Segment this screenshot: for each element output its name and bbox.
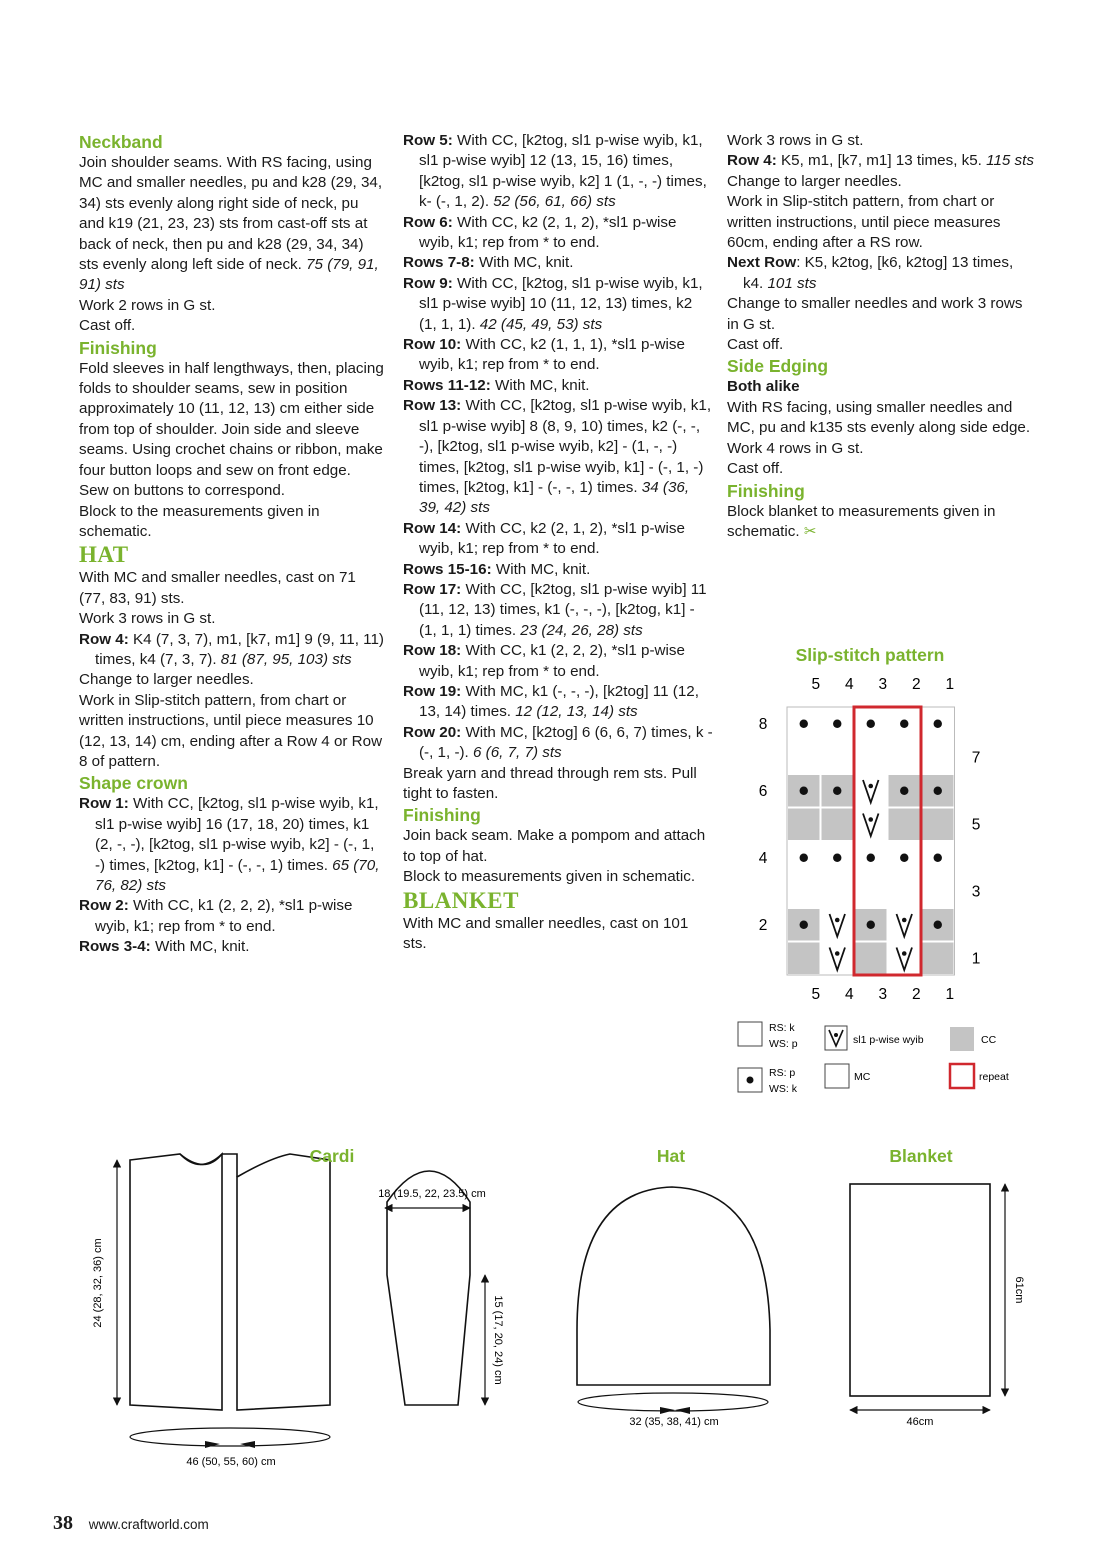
column-middle <box>403 131 713 954</box>
chart-cell <box>787 942 821 976</box>
chart-cell <box>854 875 888 909</box>
instruction-text: Cast off. <box>727 336 784 354</box>
purl-dot-icon <box>900 787 908 795</box>
stitch-count: 81 (87, 95, 103) sts <box>216 650 352 668</box>
paragraph <box>403 826 713 867</box>
instruction-text: : K5, k2tog, [k6, k2tog] 13 times, k4. <box>743 254 1014 292</box>
purl-dot-icon <box>934 921 942 929</box>
chart-row-number-left: 6 <box>758 782 768 800</box>
row-label: Row 20: <box>403 723 462 741</box>
purl-dot-icon <box>900 854 908 862</box>
purl-dot-icon <box>900 720 908 728</box>
paragraph <box>727 131 1037 151</box>
purl-dot-icon <box>867 720 875 728</box>
instruction-text: With MC, [k2tog] 6 (6, 6, 7) times, k - (-, 1, -). <box>419 723 713 762</box>
instruction-text: With CC, k1 (2, 2, 2), *sl1 p-wise wyib, k1; rep from * to end. <box>95 897 353 935</box>
slip-stitch-chart <box>725 640 1055 1100</box>
hat-width-label: 32 (35, 38, 41) cm <box>629 1416 719 1428</box>
legend-repeat-label: repeat <box>979 1071 1009 1083</box>
paragraph <box>79 502 384 543</box>
legend-knit-box <box>738 1022 762 1046</box>
stitch-count: 65 (70, 76, 82) sts <box>95 856 380 894</box>
instruction-row <box>403 580 713 641</box>
row-label: Row 4: <box>727 152 777 170</box>
instruction-row <box>79 630 384 671</box>
chart-cell <box>821 741 855 775</box>
chart-row-number-left: 4 <box>758 849 768 867</box>
slip-stitch-dot <box>835 951 840 956</box>
instruction-text: K4 (7, 3, 7), m1, [k7, m1] 9 (9, 11, 11) times, k4 (7, 3, 7). <box>95 630 384 668</box>
row-label: Rows 15-16: <box>403 560 492 578</box>
chart-legend <box>738 1022 1009 1095</box>
paragraph <box>727 335 1037 355</box>
hat-width-ring <box>578 1393 768 1411</box>
subheading: Both alike <box>727 378 800 396</box>
purl-dot-icon <box>800 854 808 862</box>
paragraph <box>79 691 384 773</box>
paragraph <box>727 172 1037 192</box>
instruction-text: With MC, knit. <box>474 254 574 272</box>
legend-cc-label: CC <box>981 1034 997 1046</box>
section-heading: Shape crown <box>79 773 188 794</box>
cardi-width-ring <box>130 1428 330 1446</box>
chart-row-number-right: 3 <box>971 883 981 901</box>
cardi-ring-arrows <box>205 1441 255 1448</box>
chart-row-number-left: 2 <box>758 916 768 934</box>
stitch-count: 23 (24, 26, 28) sts <box>516 621 643 639</box>
instruction-row <box>727 151 1037 171</box>
instruction-text: With CC, k1 (2, 2, 2), *sl1 p-wise wyib, k1; rep from * to end. <box>419 642 685 680</box>
chart-col-number: 5 <box>811 676 821 693</box>
instruction-row <box>79 794 384 896</box>
instruction-row <box>403 274 713 335</box>
paragraph <box>403 867 713 887</box>
instruction-text: Block blanket to measurements given in schematic. <box>727 502 996 540</box>
blanket-shape <box>850 1184 990 1396</box>
paragraph <box>727 294 1037 335</box>
stitch-count: 52 (56, 61, 66) sts <box>489 193 616 211</box>
instruction-text: Work 3 rows in G st. <box>727 132 864 149</box>
purl-dot-icon <box>934 854 942 862</box>
legend-slip-label: sl1 p-wise wyib <box>853 1034 924 1046</box>
chart-grid <box>787 707 955 975</box>
instruction-row <box>403 519 713 560</box>
purl-dot-icon <box>934 720 942 728</box>
purl-dot-icon <box>800 921 808 929</box>
instruction-text: With CC, [k2tog, sl1 p-wise wyib, k1, sl1 p-wise wyib] 12 (13, 15, 16) times, [k2tog, sl1 p-wise wyib, k2] 1 (1, -, -) times, k- (-, 1, 2). <box>419 132 707 211</box>
chart-cell <box>888 808 922 842</box>
legend-knit-ws: WS: p <box>769 1038 798 1050</box>
chart-col-number: 1 <box>945 986 955 1003</box>
instruction-text: Work 4 rows in G st. <box>727 439 864 457</box>
row-label: Rows 11-12: <box>403 376 491 394</box>
paragraph <box>79 568 384 609</box>
slip-stitch-dot <box>902 951 907 956</box>
paragraph <box>727 192 1037 253</box>
instruction-row <box>403 131 713 213</box>
paragraph <box>79 296 384 316</box>
slip-stitch-dot <box>868 784 873 789</box>
footer-url: www.craftworld.com <box>88 1517 209 1532</box>
chart-column-numbers-bottom <box>811 986 954 1003</box>
paragraph <box>79 359 384 502</box>
chart-row-number-left: 8 <box>758 715 768 733</box>
section-heading: Side Edging <box>727 356 829 377</box>
chart-cell <box>854 942 888 976</box>
schematics <box>0 1130 1107 1490</box>
legend-slip-dot <box>834 1033 838 1037</box>
stitch-count: 101 sts <box>763 274 817 292</box>
instruction-text: With MC, knit. <box>150 938 250 956</box>
instruction-text: With MC, k1 (-, -, -), [k2tog] 11 (12, 13, 14) times. <box>419 682 699 721</box>
sleeve-width-label: 18 (19.5, 22, 23.5) cm <box>378 1188 486 1200</box>
row-label: Row 5: <box>403 132 453 149</box>
legend-mc-label: MC <box>854 1071 871 1083</box>
instruction-text: With MC, knit. <box>491 560 591 578</box>
purl-dot-icon <box>833 854 841 862</box>
chart-cell <box>888 741 922 775</box>
chart-cell <box>921 808 955 842</box>
legend-purl-ws: WS: k <box>769 1083 797 1095</box>
paragraph <box>727 439 1037 459</box>
row-label: Rows 3-4: <box>79 938 151 956</box>
paragraph <box>79 316 384 336</box>
chart-col-number: 2 <box>911 676 921 693</box>
instruction-row <box>727 253 1037 294</box>
hat-shape <box>577 1187 770 1385</box>
instruction-text: Block to the measurements given in schematic. <box>79 502 320 540</box>
cardi-width-label: 46 (50, 55, 60) cm <box>186 1456 276 1468</box>
instruction-row <box>403 376 713 396</box>
chart-title: Slip-stitch pattern <box>795 645 945 665</box>
row-label: Row 18: <box>403 642 462 660</box>
chart-row-number-right: 7 <box>971 749 981 767</box>
chart-cell <box>854 741 888 775</box>
cardi-body-left <box>130 1154 222 1410</box>
instruction-text: Work in Slip-stitch pattern, from chart or written instructions, until piece measures 10 (12, 13, 14) cm, ending after a Row 4 or Row 8 of pattern. <box>79 691 383 770</box>
purl-dot-icon <box>833 720 841 728</box>
cardi-neck-line <box>180 1154 237 1177</box>
instruction-row <box>403 335 713 376</box>
instruction-text: Block to measurements given in schematic. <box>403 868 696 886</box>
stitch-count: 6 (6, 7, 7) sts <box>468 744 562 762</box>
cardi-body-right <box>237 1154 330 1410</box>
instruction-text: Break yarn and thread through rem sts. Pull tight to fasten. <box>403 764 697 802</box>
instruction-row <box>403 396 713 518</box>
instruction-text: K5, m1, [k7, m1] 13 times, k5. <box>776 152 982 170</box>
chart-row-number-right: 5 <box>971 816 981 834</box>
slip-stitch-dot <box>902 918 907 923</box>
purl-dot-icon <box>833 787 841 795</box>
stitch-count: 42 (45, 49, 53) sts <box>475 315 603 333</box>
instruction-text: With CC, k2 (1, 1, 1), *sl1 p-wise wyib, k1; rep from * to end. <box>419 336 685 374</box>
instruction-text: With CC, k2 (2, 1, 2), *sl1 p-wise wyib, k1; rep from * to end. <box>419 213 677 252</box>
hat-title: Hat <box>656 1146 686 1166</box>
chart-column-numbers-top <box>811 676 954 693</box>
paragraph <box>79 609 384 629</box>
blanket-width-label: 46cm <box>906 1416 934 1428</box>
paragraph <box>727 502 1037 543</box>
sleeve-length-label: 15 (17, 20, 24) cm <box>492 1295 504 1385</box>
instruction-text: With CC, [k2tog, sl1 p-wise wyib, k1, sl1 p-wise wyib] 16 (17, 18, 20) times, k1 (2, -, -), [k2tog, sl1 p-wise wyib, k2] - (-, 1, -) times, [k2tog, k1] - (-, -, 1) times. <box>95 795 379 874</box>
legend-mc-box <box>825 1064 849 1088</box>
instruction-row <box>403 682 713 723</box>
page-footer <box>53 1512 209 1535</box>
instruction-row <box>403 253 713 273</box>
instruction-row <box>403 213 713 254</box>
instruction-text: Change to larger needles. <box>79 671 254 689</box>
row-label: Row 17: <box>403 580 462 598</box>
instruction-row <box>403 560 713 580</box>
instruction-text: With CC, [k2tog, sl1 p-wise wyib, k1, sl1 p-wise wyib] 8 (8, 9, 10) times, k2 (-, -, -), [k2tog, sl1 p-wise wyib, k2] - (1, -, -) times, [k2tog, sl1 p-wise wyib, k1] - (-, 1, -) times, [k2tog, k1] - (-, -, 1) times. <box>419 397 712 496</box>
section-heading: HAT <box>79 542 129 568</box>
blanket-height-label: 61cm <box>1013 1276 1025 1304</box>
chart-col-number: 4 <box>844 676 854 693</box>
purl-dot-icon <box>800 787 808 795</box>
instruction-row <box>403 641 713 682</box>
instruction-text: Work 3 rows in G st. <box>79 610 216 628</box>
row-label: Row 1: <box>79 795 129 813</box>
section-heading: Finishing <box>403 805 481 826</box>
column-left <box>79 131 384 958</box>
row-label: Row 19: <box>403 682 462 700</box>
paragraph <box>403 764 713 805</box>
chart-cell <box>787 741 821 775</box>
instruction-text: Change to smaller needles and work 3 rows in G st. <box>727 295 1023 333</box>
instruction-text: With CC, k2 (2, 1, 2), *sl1 p-wise wyib, k1; rep from * to end. <box>419 519 685 558</box>
chart-col-number: 3 <box>878 676 888 693</box>
paragraph <box>79 153 384 296</box>
instruction-text: Join shoulder seams. With RS facing, using MC and smaller needles, pu and k28 (29, 34, 34) sts evenly along right side of neck, pu and k19 (21, 23, 23) sts from cast-off sts at back of neck, then pu and k28 (29, 34, 34) sts evenly along left side of neck. <box>79 154 383 274</box>
instruction-text: Fold sleeves in half lengthways, then, placing folds to shoulder seams, sew in position approximately 10 (11, 12, 13) cm either side from top of shoulder. Join side and sleeve seams. Using crochet chains or ribbon, make four button loops and sew on front edge. Sew on buttons to correspond. <box>79 359 384 500</box>
chart-cell <box>921 942 955 976</box>
purl-dot-icon <box>800 720 808 728</box>
instruction-text: Work 2 rows in G st. <box>79 296 216 314</box>
row-label: Row 14: <box>403 519 462 537</box>
instruction-row <box>79 896 384 937</box>
chart-cell <box>921 875 955 909</box>
chart-col-number: 2 <box>911 986 921 1003</box>
legend-purl-dot <box>747 1077 754 1084</box>
legend-knit-rs: RS: k <box>769 1022 795 1034</box>
instruction-text: With RS facing, using smaller needles and MC, pu and k135 sts evenly along side edge. <box>727 398 1031 437</box>
chart-col-number: 4 <box>844 986 854 1003</box>
instruction-text: Change to larger needles. <box>727 172 902 190</box>
instruction-text: Cast off. <box>79 317 136 335</box>
row-label: Next Row <box>727 254 797 272</box>
instruction-text: With MC and smaller needles, cast on 71 (77, 83, 91) sts. <box>79 569 356 607</box>
stitch-count: 34 (36, 39, 42) sts <box>419 478 690 517</box>
purl-dot-icon <box>867 854 875 862</box>
chart-cell <box>787 808 821 842</box>
chart-col-number: 1 <box>945 676 955 693</box>
chart-cell <box>821 875 855 909</box>
end-mark-icon: ✂ <box>799 522 817 540</box>
legend-cc-box <box>950 1027 974 1051</box>
blanket-title: Blanket <box>889 1146 953 1166</box>
instruction-text: With MC and smaller needles, cast on 101 sts. <box>403 914 689 953</box>
section-heading: Neckband <box>79 132 163 152</box>
legend-purl-rs: RS: p <box>769 1067 796 1079</box>
paragraph <box>79 670 384 690</box>
chart-col-number: 5 <box>811 986 821 1003</box>
legend-repeat-box <box>950 1064 974 1088</box>
section-heading: Finishing <box>727 480 805 501</box>
row-label: Rows 7-8: <box>403 254 475 272</box>
chart-col-number: 3 <box>878 986 888 1003</box>
chart-row-number-right: 1 <box>971 950 981 968</box>
slip-stitch-dot <box>868 817 873 822</box>
slip-stitch-dot <box>835 918 840 923</box>
paragraph <box>727 398 1037 439</box>
row-label: Row 6: <box>403 213 453 231</box>
chart-cell <box>888 875 922 909</box>
row-label: Row 2: <box>79 897 129 915</box>
stitch-count: 12 (12, 13, 14) sts <box>511 703 638 721</box>
instruction-text: With CC, [k2tog, sl1 p-wise wyib, k1, sl1 p-wise wyib] 10 (11, 12, 13) times, k2 (1, 1, 1). <box>419 274 703 333</box>
instruction-row <box>79 937 384 957</box>
row-label: Row 10: <box>403 336 462 354</box>
stitch-count: 75 (79, 91, 91) sts <box>79 256 379 294</box>
instruction-text: With CC, [k2tog, sl1 p-wise wyib] 11 (11, 12, 13) times, k1 (-, -, -), [k2tog, k1] - (1, 1, 1) times. <box>419 580 707 639</box>
page-number: 38 <box>53 1512 73 1534</box>
row-label: Row 9: <box>403 274 453 292</box>
chart-cell <box>787 875 821 909</box>
purl-dot-icon <box>867 921 875 929</box>
chart-cell <box>821 808 855 842</box>
paragraph <box>403 914 713 955</box>
purl-dot-icon <box>934 787 942 795</box>
stitch-count: 115 sts <box>981 152 1034 170</box>
section-heading: Finishing <box>79 337 157 358</box>
paragraph <box>727 459 1037 479</box>
instruction-text: Cast off. <box>727 460 784 478</box>
cardi-sleeve <box>387 1171 470 1405</box>
column-right <box>727 131 1037 542</box>
cardi-height-label: 24 (28, 32, 36) cm <box>92 1238 104 1328</box>
instruction-row <box>403 723 713 764</box>
instruction-text: Work in Slip-stitch pattern, from chart or written instructions, until piece measures 60cm, ending after a RS row. <box>727 193 1001 252</box>
cardi-title: Cardi <box>309 1146 355 1166</box>
chart-cell <box>921 741 955 775</box>
row-label: Row 4: <box>79 630 129 648</box>
instruction-text: Join back seam. Make a pompom and attach to top of hat. <box>403 827 706 865</box>
section-heading: BLANKET <box>403 887 519 913</box>
instruction-text: With MC, knit. <box>490 376 590 394</box>
row-label: Row 13: <box>403 397 462 415</box>
